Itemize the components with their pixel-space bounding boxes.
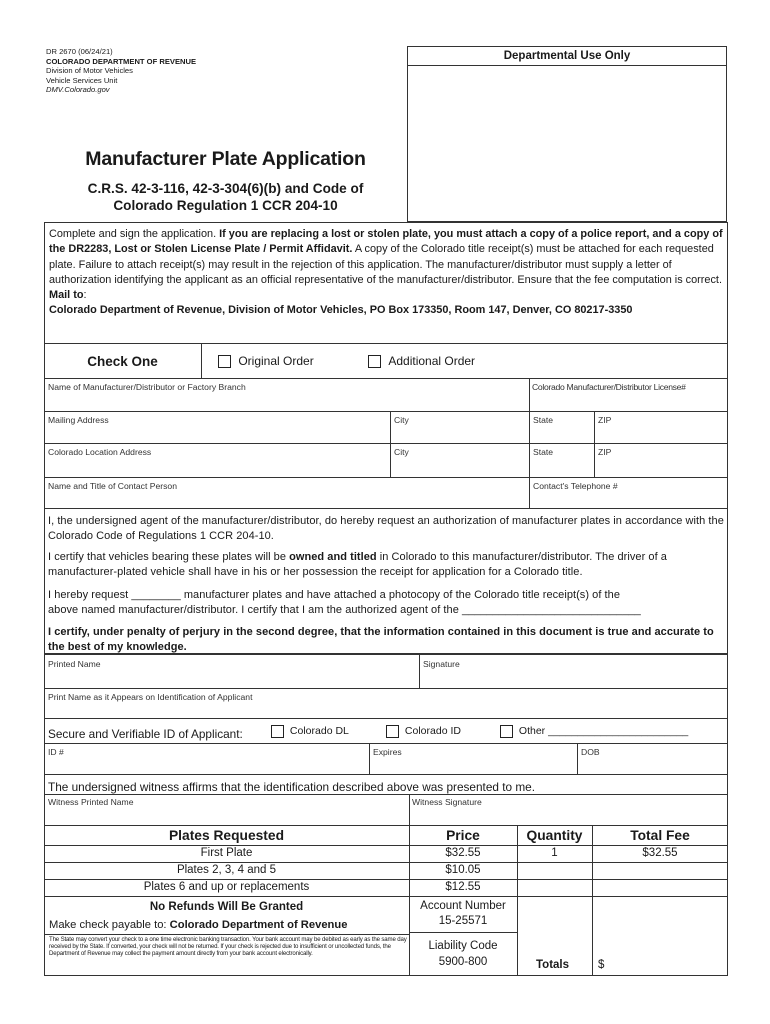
row-plates-6-up-price: $12.55 [445,881,481,893]
mailing-address-field[interactable]: Mailing Address [48,415,109,425]
page-subtitle [48,180,403,214]
certify-text-bold: owned and titled [289,551,377,563]
original-order-label: Original Order [238,354,314,368]
row-first-plate-label: First Plate [200,847,253,859]
mail-to-colon: : [83,289,87,302]
instructions-text [49,227,725,319]
additional-order-checkbox[interactable] [368,355,381,368]
colorado-dl-checkbox[interactable] [271,725,284,738]
totals-label: Totals [536,959,570,971]
original-order-option[interactable] [218,354,314,368]
form-number: DR 2670 (06/24/21) [46,47,113,56]
check-payable-label: Make check payable to: [49,919,170,931]
colorado-id-checkbox[interactable] [386,725,399,738]
colorado-dl-label: Colorado DL [289,725,349,738]
row-first-plate-price: $32.55 [445,847,481,859]
certify-text-b: in Colorado to this manufacturer/distributor. The driver of a manufacturer-plated vehicle shall have in his or her possession the receipt for application for a Colorado title. [48,551,667,579]
check-payable-line [49,919,347,931]
mail-to-label: Mail to [49,289,84,302]
header-plates-requested: Plates Requested [168,828,285,843]
subtitle-line-1: C.R.S. 42-3-116, 42-3-304(6)(b) and Code of [87,181,364,196]
mail-address: Colorado Department of Revenue, Division of Motor Vehicles, PO Box 173350, Room 147, Denver, CO 80217-3350 [49,304,633,317]
contact-name-field[interactable]: Name and Title of Contact Person [48,481,177,491]
manufacturer-name-field[interactable]: Name of Manufacturer/Distributor or Factory Branch [48,382,246,392]
account-number-label: Account Number [420,900,506,912]
perjury-statement: I certify, under penalty of perjury in the second degree, that the information contained in this document is true and accurate to the best of my knowledge. [48,626,714,654]
account-number-block [409,899,517,929]
liability-code-block [409,938,517,970]
instructions-plain-2: A copy of the Colorado title receipt(s) must be attached for each requested plate. Failure to attach receipt(s) may result in the rejection of this application. The manufacturer/distributor must supply a letter of authorization identifying the applicant as an official representative of the manufacturer/distributor. Ensure that the fee computation is correct. [49,243,722,286]
location-address-field[interactable]: Colorado Location Address [48,447,152,457]
fine-print: The State may convert your check to a one time electronic banking transaction. Your bank account may be debited as early as the same day received by the State. If converted, your check will not be returned. If your check is rejected due to insufficient or uncollected funds, the Department of Revenue may collect the payment amount directly from your bank account electronically. [49,936,407,958]
witness-signature-field[interactable]: Witness Signature [412,797,482,807]
location-zip-field[interactable]: ZIP [598,447,612,457]
row-plates-2-5-price: $10.05 [445,864,481,876]
request-statement: I, the undersigned agent of the manufacturer/distributor, do hereby request an authorization of manufacturer plates in accordance with the Colorado Code of Regulations 1 CCR 204-10. [48,515,724,543]
no-refunds-notice: No Refunds Will Be Granted [149,901,304,913]
row-plates-2-5-label: Plates 2, 3, 4 and 5 [176,864,277,876]
header-total-fee: Total Fee [630,828,690,843]
certify-statement [48,550,728,580]
totals-value-field[interactable]: $ [598,959,605,971]
other-id-option[interactable] [500,725,688,738]
instructions-bold: If you are replacing a lost or stolen plate, you must attach a copy of a police report, and a copy of the DR2283, Lost or Stolen License Plate / Permit Affidavit. [49,228,723,256]
departmental-use-label: Departmental Use Only [408,47,726,66]
subtitle-line-2: Colorado Regulation 1 CCR 204-10 [113,198,338,213]
liability-code-label: Liability Code [428,940,498,952]
instructions-plain-1: Complete and sign the application. [49,228,220,240]
page-title: Manufacturer Plate Application [85,148,366,170]
header-quantity: Quantity [526,828,583,843]
mailing-state-field[interactable]: State [533,415,554,425]
original-order-checkbox[interactable] [218,355,231,368]
contact-phone-field[interactable]: Contact's Telephone # [533,481,618,491]
row-first-plate-total[interactable]: $32.55 [642,847,678,859]
form-header [46,47,286,95]
license-number-field[interactable]: Colorado Manufacturer/Distributor License# [532,382,686,392]
row-plates-6-up-label: Plates 6 and up or replacements [143,881,310,893]
division-name: Division of Motor Vehicles [46,66,133,76]
signature-grid [44,654,728,719]
hereby-statement [48,588,728,618]
departmental-use-box [407,46,727,222]
account-number-value: 15-25571 [438,915,488,927]
certify-text-a: I certify that vehicles bearing these plates will be [48,551,290,563]
location-state-field[interactable]: State [533,447,554,457]
expires-field[interactable]: Expires [373,747,402,757]
witness-statement: The undersigned witness affirms that the identification described above was presented to me. [48,780,536,794]
dob-field[interactable]: DOB [581,747,600,757]
other-id-label: Other ________________________ [518,725,689,738]
row-first-plate-quantity[interactable]: 1 [551,847,558,859]
other-id-checkbox[interactable] [500,725,513,738]
hereby-line-2: above named manufacturer/distributor. I certify that I am the authorized agent of the _____________________________ [48,604,641,617]
id-section-label: Secure and Verifiable ID of Applicant: [48,727,243,741]
witness-printed-name-field[interactable]: Witness Printed Name [48,797,134,807]
liability-code-value: 5900-800 [438,956,488,968]
colorado-dl-option[interactable] [271,725,349,738]
location-city-field[interactable]: City [394,447,409,457]
signature-field[interactable]: Signature [423,659,460,669]
section-name: Vehicle Services Unit [46,75,118,85]
id-number-field[interactable]: ID # [48,747,64,757]
colorado-id-label: Colorado ID [404,725,461,738]
additional-order-option[interactable] [368,354,475,368]
hereby-line-1: I hereby request ________ manufacturer plates and have attached a photocopy of the Colorado title receipt(s) of the [48,589,621,601]
additional-order-label: Additional Order [388,354,476,368]
mailing-zip-field[interactable]: ZIP [598,415,612,425]
colorado-id-option[interactable] [386,725,461,738]
printed-name-field[interactable]: Printed Name [48,659,101,669]
website-link[interactable]: DMV.Colorado.gov [46,85,110,95]
check-payable-to: Colorado Department of Revenue [169,919,348,931]
mailing-city-field[interactable]: City [394,415,409,425]
header-price: Price [446,828,480,843]
department-name: COLORADO DEPARTMENT OF REVENUE [46,56,197,66]
check-one-label: Check One [87,354,158,369]
print-name-id-field[interactable]: Print Name as it Appears on Identification of Applicant [48,692,253,702]
